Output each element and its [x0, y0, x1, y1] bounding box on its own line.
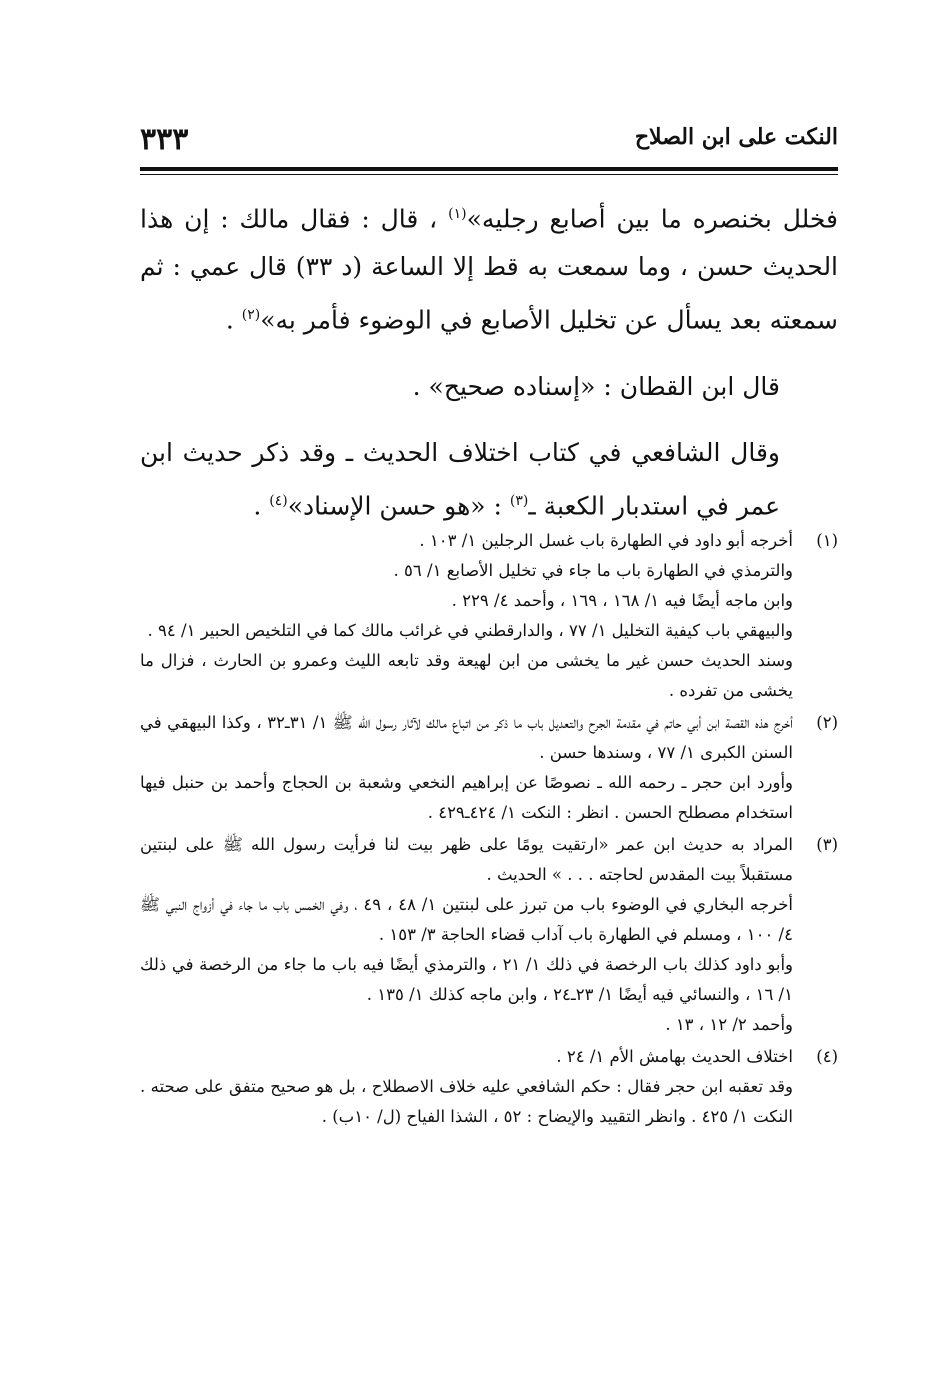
footnote-line: وابن ماجه أيضًا فيه ١/ ١٦٨ ، ١٦٩ ، وأحمد ٤/ ٢٢٩ . [451, 591, 793, 610]
footnote-line: أخرجه أبو داود في الطهارة باب غسل الرجلين ١/ ١٠٣ . [419, 531, 793, 550]
paragraph-1-text-c: . [225, 305, 242, 335]
paragraph-3-text-c: . [253, 490, 270, 520]
footnote-line: اختلاف الحديث بهامش الأم ١/ ٢٤ . [556, 1047, 793, 1066]
page-number: ٣٣٣ [140, 122, 189, 157]
footnote-line: أخرجه البخاري في الوضوء باب من تبرز على لبنتين ١/ ٤٨ ، ٤٩ ، وفي الخمس باب ما جاء في أزواج النبي ﷺ ٤/ ١٠٠ ، ومسلم في الطهارة باب آداب قضاء الحاجة ٣/ ١٥٣ . [140, 895, 793, 944]
footnote-number: (٣) [816, 835, 838, 854]
footnote-2 [140, 708, 838, 828]
footnote-line: المراد به حديث ابن عمر «ارتقيت يومًا على ظهر بيت لنا فرأيت رسول الله ﷺ على لبنتين مستقبلاً بيت المقدس لحاجته . . . » الحديث . [140, 835, 793, 884]
book-title: النكت على ابن الصلاح [634, 124, 838, 150]
footnote-ref-2: (٢) [241, 307, 261, 324]
footnote-line: وأورد ابن حجر ـ رحمه الله ـ نصوصًا عن إبراهيم النخعي وشعبة بن الحجاج وأحمد بن حنبل فيها استخدام مصطلح الحسن . انظر : النكت ١/ ٤٢٤ـ٤٢٩ . [140, 773, 793, 822]
footnote-number: (٢) [816, 713, 838, 732]
footnote-ref-4: (٤) [269, 492, 288, 509]
paragraph-3 [140, 429, 838, 530]
header-rule-thick [140, 167, 838, 171]
footnote-line: والترمذي في الطهارة باب ما جاء في تخليل الأصابع ١/ ٥٦ . [393, 561, 793, 580]
footnote-number: (١) [816, 531, 838, 550]
paragraph-3-text-b: : «هو حسن الإسناد» [287, 490, 510, 520]
footnote-number: (٤) [816, 1047, 838, 1066]
footnote-line: وأبو داود كذلك باب الرخصة في ذلك ١/ ٢١ ، والترمذي أيضًا فيه باب ما جاء من الرخصة في ذلك ١/ ١٦ ، والنسائي فيه أيضًا ١/ ٢٣ـ٢٤ ، وابن ماجه كذلك ١/ ١٣٥ . [140, 955, 793, 1004]
main-text [140, 190, 838, 548]
footnote-3 [140, 830, 838, 1040]
footnote-line: والبيهقي باب كيفية التخليل ١/ ٧٧ ، والدارقطني في غرائب مالك كما في التلخيص الحبير ١/ ٩٤ . [147, 621, 793, 640]
paragraph-1-text-a: فخلل بخنصره ما بين أصابع رجليه» [466, 204, 838, 234]
header-rule-thin [140, 174, 838, 175]
footnote-line: وسند الحديث حسن غير ما يخشى من ابن لهيعة وقد تابعه الليث وعمرو بن الحارث ، فزال ما يخشى من تفرده . [140, 651, 793, 700]
footnote-line: وأحمد ٢/ ١٢ ، ١٣ . [665, 1015, 793, 1034]
footnote-ref-1: (١) [448, 206, 467, 222]
paragraph-1 [140, 190, 838, 345]
paragraph-3-text-a: وقال الشافعي في كتاب اختلاف الحديث ـ وقد ذكر حديث ابن عمر في استدبار الكعبة ـ [140, 437, 780, 520]
footnote-4 [140, 1042, 838, 1132]
running-head [140, 118, 838, 158]
paragraph-1-text-b: ، قال : فقال مالك : إن هذا الحديث حسن ، وما سمعت به قط إلا الساعة (د ٣٣) قال عمي : ثم سمعته بعد يسأل عن تخليل الأصابع في الوضوء فأمر به» [140, 204, 839, 335]
footnote-1 [140, 526, 838, 706]
footnote-line: أخرج هذه القصة ابن أبي حاتم في مقدمة الجرح والتعديل باب ما ذكر من اتباع مالك لآثار رسول الله ﷺ ١/ ٣١ـ٣٢ ، وكذا البيهقي في السنن الكبرى ١/ ٧٧ ، وسندها حسن . [140, 713, 793, 762]
footnote-ref-3: (٣) [509, 492, 529, 509]
footnotes [140, 526, 838, 1134]
footnote-line: وقد تعقبه ابن حجر فقال : حكم الشافعي عليه خلاف الاصطلاح ، بل هو صحيح متفق على صحته . النكت ١/ ٤٢٥ . وانظر التقييد والإيضاح : ٥٢ ، الشذا الفياح (ل/ ١٠ب) . [140, 1077, 793, 1126]
paragraph-2: قال ابن القطان : «إسناده صحيح» . [412, 371, 780, 401]
